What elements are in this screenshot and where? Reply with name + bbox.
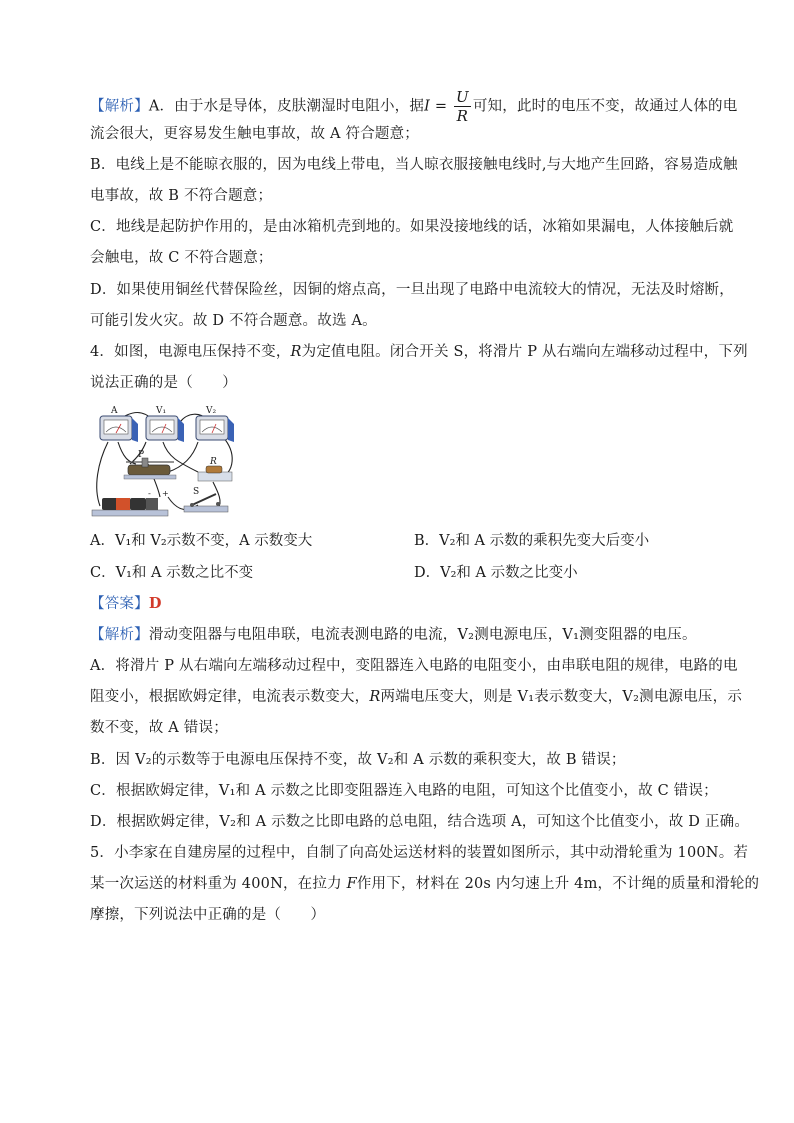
analysis-prev-c-line1: C．地线是起防护作用的，是由冰箱机壳到地的。如果没接地线的话，冰箱如果漏电，人体接触后就 bbox=[90, 219, 734, 235]
analysis-prev-d-line2: 可能引发火灾。故 D 不符合题意。故选 A。 bbox=[90, 313, 377, 329]
option-c[interactable]: C．V₁和 A 示数之比不变 bbox=[90, 565, 254, 581]
analysis-prev-b-line2: 电事故，故 B 不符合题意； bbox=[90, 188, 273, 204]
question-4-line1: 4．如图，电源电压保持不变，R为定值电阻。闭合开关 S，将滑片 P 从右端向左端移动过程中，下列 bbox=[90, 344, 748, 360]
analysis-q4-intro: 【解析】滑动变阻器与电阻串联，电流表测电路的电流，V₂测电源电压，V₁测变阻器的电压。 bbox=[90, 627, 697, 643]
option-b[interactable]: B．V₂和 A 示数的乘积先变大后变小 bbox=[414, 533, 650, 549]
circuit-figure bbox=[88, 402, 236, 520]
ammeter bbox=[100, 406, 138, 442]
switch bbox=[184, 487, 228, 512]
fixed-resistor bbox=[198, 457, 232, 481]
analysis-tag: 【解析】 bbox=[90, 98, 149, 115]
battery bbox=[92, 489, 169, 516]
analysis-prev-d-line1: D．如果使用铜丝代替保险丝，因铜的熔点高，一旦出现了电路中电流较大的情况，无法及时熔断， bbox=[90, 282, 734, 298]
analysis-q4-a-line2: 阻变小，根据欧姆定律，电流表示数变大，R两端电压变大，则是 V₁表示数变大，V₂测电源电压，示 bbox=[90, 689, 743, 705]
analysis-prev-c-line2: 会触电，故 C 不符合题意； bbox=[90, 250, 273, 266]
question-5-line2: 某一次运送的材料重为 400N，在拉力 F作用下，材料在 20s 内匀速上升 4m，不计绳的质量和滑轮的 bbox=[90, 876, 760, 892]
analysis-q4-c-line: C．根据欧姆定律，V₁和 A 示数之比即变阻器连入电路的电阻，可知这个比值变小，故 C 错误； bbox=[90, 783, 718, 799]
slider-label: P bbox=[138, 450, 145, 460]
analysis-prev-b-line1: B．电线上是不能晾衣服的，因为电线上带电，当人晾衣服接触电线时,与大地产生回路，容易造成触 bbox=[90, 157, 738, 173]
question-5-line3: 摩擦，下列说法中正确的是（ ） bbox=[90, 907, 326, 923]
v1-label: V₁ bbox=[156, 406, 167, 416]
analysis-q4-a-line3: 数不变，故 A 错误； bbox=[90, 720, 228, 736]
question-5-line1: 5．小李家在自建房屋的过程中，自制了向高处运送材料的装置如图所示，其中动滑轮重为 100N。若 bbox=[90, 845, 749, 861]
voltmeter-v2 bbox=[196, 406, 234, 442]
question-4-line2: 说法正确的是（ ） bbox=[90, 375, 237, 391]
ohms-law-fraction: $\frac{U}{R}$ bbox=[456, 88, 469, 125]
analysis-q4-a-line1: A．将滑片 P 从右端向左端移动过程中，变阻器连入电路的电阻变小，由串联电阻的规律，电路的电 bbox=[90, 658, 738, 674]
ammeter-label: A bbox=[111, 406, 118, 416]
analysis-tag-q4: 【解析】 bbox=[90, 627, 149, 643]
option-a[interactable]: A．V₁和 V₂示数不变，A 示数变大 bbox=[90, 533, 313, 549]
answer-value: D bbox=[148, 595, 162, 612]
option-d[interactable]: D．V₂和 A 示数之比变小 bbox=[414, 565, 578, 581]
analysis-prev-a-line2: 流会很大，更容易发生触电事故，故 A 符合题意； bbox=[90, 126, 419, 142]
v2-label: V₂ bbox=[206, 406, 217, 416]
voltmeter-v1 bbox=[146, 406, 184, 442]
minus-label: - bbox=[148, 489, 151, 498]
answer-line bbox=[90, 594, 162, 614]
answer-tag: 【答案】 bbox=[90, 596, 149, 612]
analysis-q4-b-line: B．因 V₂的示数等于电源电压保持不变，故 V₂和 A 示数的乘积变大，故 B 错误； bbox=[90, 752, 626, 768]
analysis-q4-d-line: D．根据欧姆定律，V₂和 A 示数之比即电路的总电阻，结合选项 A，可知这个比值变小，故 D 正确。 bbox=[90, 814, 750, 830]
switch-label: S bbox=[193, 487, 200, 497]
analysis-prev-a-line1: 【解析】A．由于水是导体，皮肤潮湿时电阻小，据I = $\frac{U}{R}$ 可知，此时的电压不变，故通过人体的电 bbox=[90, 88, 738, 125]
rheostat bbox=[124, 450, 176, 479]
resistor-label: R bbox=[210, 457, 217, 467]
plus-label: + bbox=[162, 489, 169, 498]
